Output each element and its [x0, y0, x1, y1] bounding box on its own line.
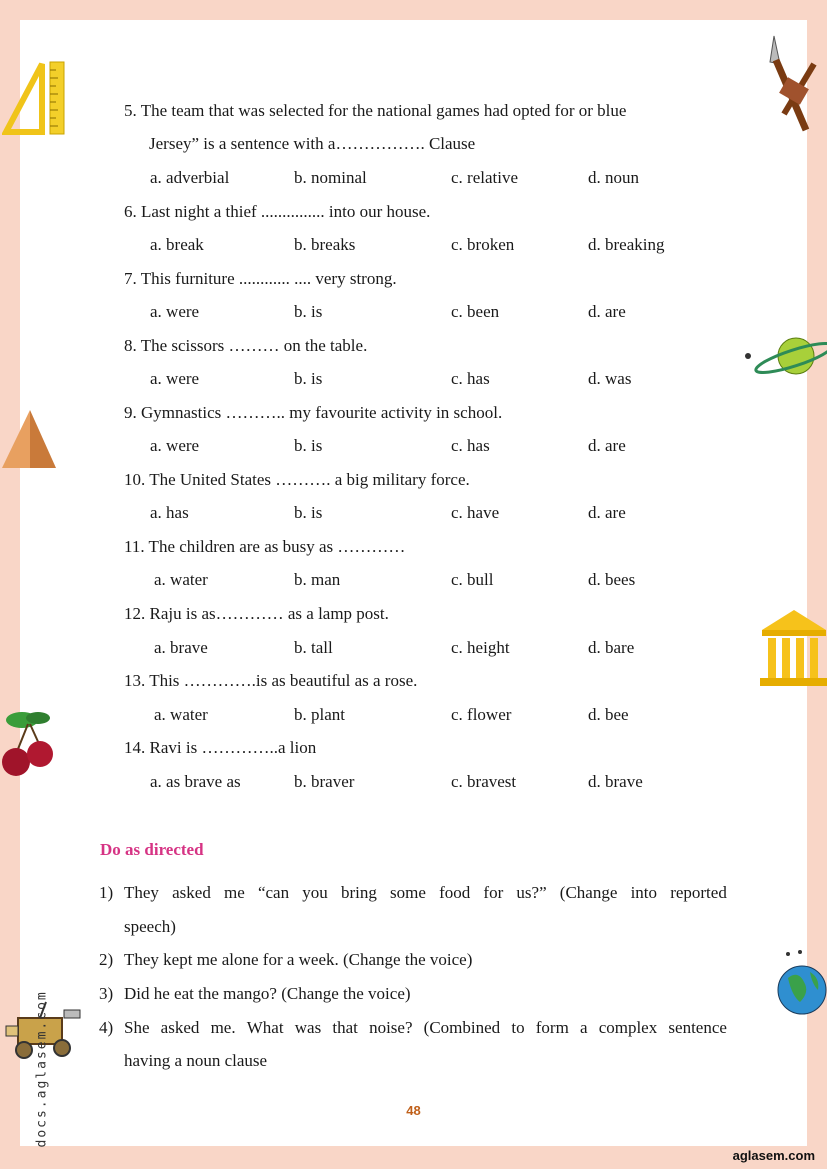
question-5-line1: [124, 101, 727, 121]
option-c: c. flower: [451, 705, 512, 724]
option-c: c. have: [451, 503, 500, 522]
direction-1-line1: [124, 883, 727, 903]
option-d: d. are: [588, 503, 626, 522]
option-d: d. bare: [588, 638, 635, 657]
option-c: c. has: [451, 369, 490, 388]
option-c: c. been: [451, 302, 500, 321]
option-a: a. were: [150, 302, 200, 321]
direction-4-line2: having a noun clause: [124, 1051, 268, 1070]
cherries-icon: [0, 706, 60, 780]
direction-2-number: 2): [99, 950, 114, 969]
question-8: 8. The scissors ……… on the table.: [124, 336, 368, 355]
temple-icon: [760, 608, 827, 688]
side-watermark: docs.aglasem.com: [34, 990, 50, 1148]
question-13: 13. This ………….is as beautiful as a rose.: [124, 671, 418, 690]
option-d: d. are: [588, 302, 626, 321]
word: us?”: [516, 883, 547, 902]
word: that: [332, 1018, 358, 1037]
option-d: d. are: [588, 436, 626, 455]
question-6: 6. Last night a thief ............... into our house.: [124, 202, 431, 221]
direction-3-text: Did he eat the mango? (Change the voice): [124, 984, 411, 1003]
option-d: d. breaking: [588, 235, 665, 254]
word: me: [224, 883, 245, 902]
word: (Change: [559, 883, 618, 902]
word: me.: [210, 1018, 236, 1037]
section-heading: Do as directed: [100, 840, 204, 859]
word: for: [483, 883, 504, 902]
word: She: [124, 1018, 150, 1037]
option-d: d. noun: [588, 168, 639, 187]
direction-4-number: 4): [99, 1018, 114, 1037]
option-d: d. bee: [588, 705, 629, 724]
direction-4-text: [124, 1018, 727, 1038]
option-a: a. water: [154, 705, 208, 724]
question-11: 11. The children are as busy as …………: [124, 537, 406, 556]
word: complex: [598, 1018, 658, 1037]
word: form: [535, 1018, 569, 1037]
option-d: d. bees: [588, 570, 636, 589]
word: What: [246, 1018, 284, 1037]
question-12: 12. Raju is as………… as a lamp post.: [124, 604, 389, 623]
question-14: 14. Ravi is …………..a lion: [124, 738, 317, 757]
option-b: b. is: [294, 503, 323, 522]
direction-2-text: They kept me alone for a week. (Change the voice): [124, 950, 473, 969]
word: asked: [160, 1018, 200, 1037]
word: bring: [340, 883, 377, 902]
word: reported: [670, 883, 727, 902]
word: sentence: [668, 1018, 727, 1037]
option-c: c. bull: [451, 570, 494, 589]
word: noise?: [369, 1018, 413, 1037]
word: a: [579, 1018, 588, 1037]
question-10: 10. The United States ………. a big military force.: [124, 470, 470, 489]
word: asked: [172, 883, 211, 902]
word: into: [630, 883, 658, 902]
word: food: [439, 883, 471, 902]
direction-4-line1: [124, 1018, 727, 1038]
word: “can: [257, 883, 290, 902]
word: (Combined: [423, 1018, 501, 1037]
option-d: d. was: [588, 369, 632, 388]
sword-icon: [766, 34, 824, 134]
option-b: b. breaks: [294, 235, 356, 254]
option-b: b. man: [294, 570, 341, 589]
word: some: [390, 883, 426, 902]
option-a: a. adverbial: [150, 168, 230, 187]
option-a: a. were: [150, 369, 200, 388]
pyramid-icon: [0, 408, 58, 470]
option-a: a. were: [150, 436, 200, 455]
question-5-text: 5. The team that was selected for the national games had opted for or blue: [124, 101, 627, 120]
option-a: a. break: [150, 235, 204, 254]
ruler-icon: [2, 58, 68, 136]
planet-icon: [742, 334, 827, 384]
direction-1-number: 1): [99, 883, 114, 902]
question-9: 9. Gymnastics ……….. my favourite activity in school.: [124, 403, 503, 422]
option-c: c. broken: [451, 235, 515, 254]
option-d: d. brave: [588, 772, 643, 791]
direction-3-number: 3): [99, 984, 114, 1003]
footer-site: aglasem.com: [732, 1148, 815, 1163]
option-c: c. has: [451, 436, 490, 455]
direction-1-text: [124, 883, 727, 903]
option-a: a. brave: [154, 638, 208, 657]
word: They: [124, 883, 159, 902]
direction-1-line2: speech): [124, 917, 176, 936]
option-c: c. height: [451, 638, 510, 657]
option-a: a. water: [154, 570, 208, 589]
question-7: 7. This furniture ............ .... very strong.: [124, 269, 397, 288]
page: [20, 20, 807, 1146]
question-5-line2: Jersey” is a sentence with a……………. Clause: [149, 134, 476, 153]
option-a: a. has: [150, 503, 189, 522]
option-c: c. bravest: [451, 772, 517, 791]
option-a: a. as brave as: [150, 772, 241, 791]
option-b: b. tall: [294, 638, 333, 657]
option-b: b. plant: [294, 705, 345, 724]
word: was: [294, 1018, 322, 1037]
option-b: b. is: [294, 436, 323, 455]
option-b: b. is: [294, 369, 323, 388]
word: you: [302, 883, 328, 902]
globe-icon: [774, 948, 827, 1018]
option-c: c. relative: [451, 168, 519, 187]
option-b: b. is: [294, 302, 323, 321]
option-b: b. nominal: [294, 168, 367, 187]
word: to: [511, 1018, 525, 1037]
page-number: 48: [406, 1103, 421, 1118]
option-b: b. braver: [294, 772, 355, 791]
